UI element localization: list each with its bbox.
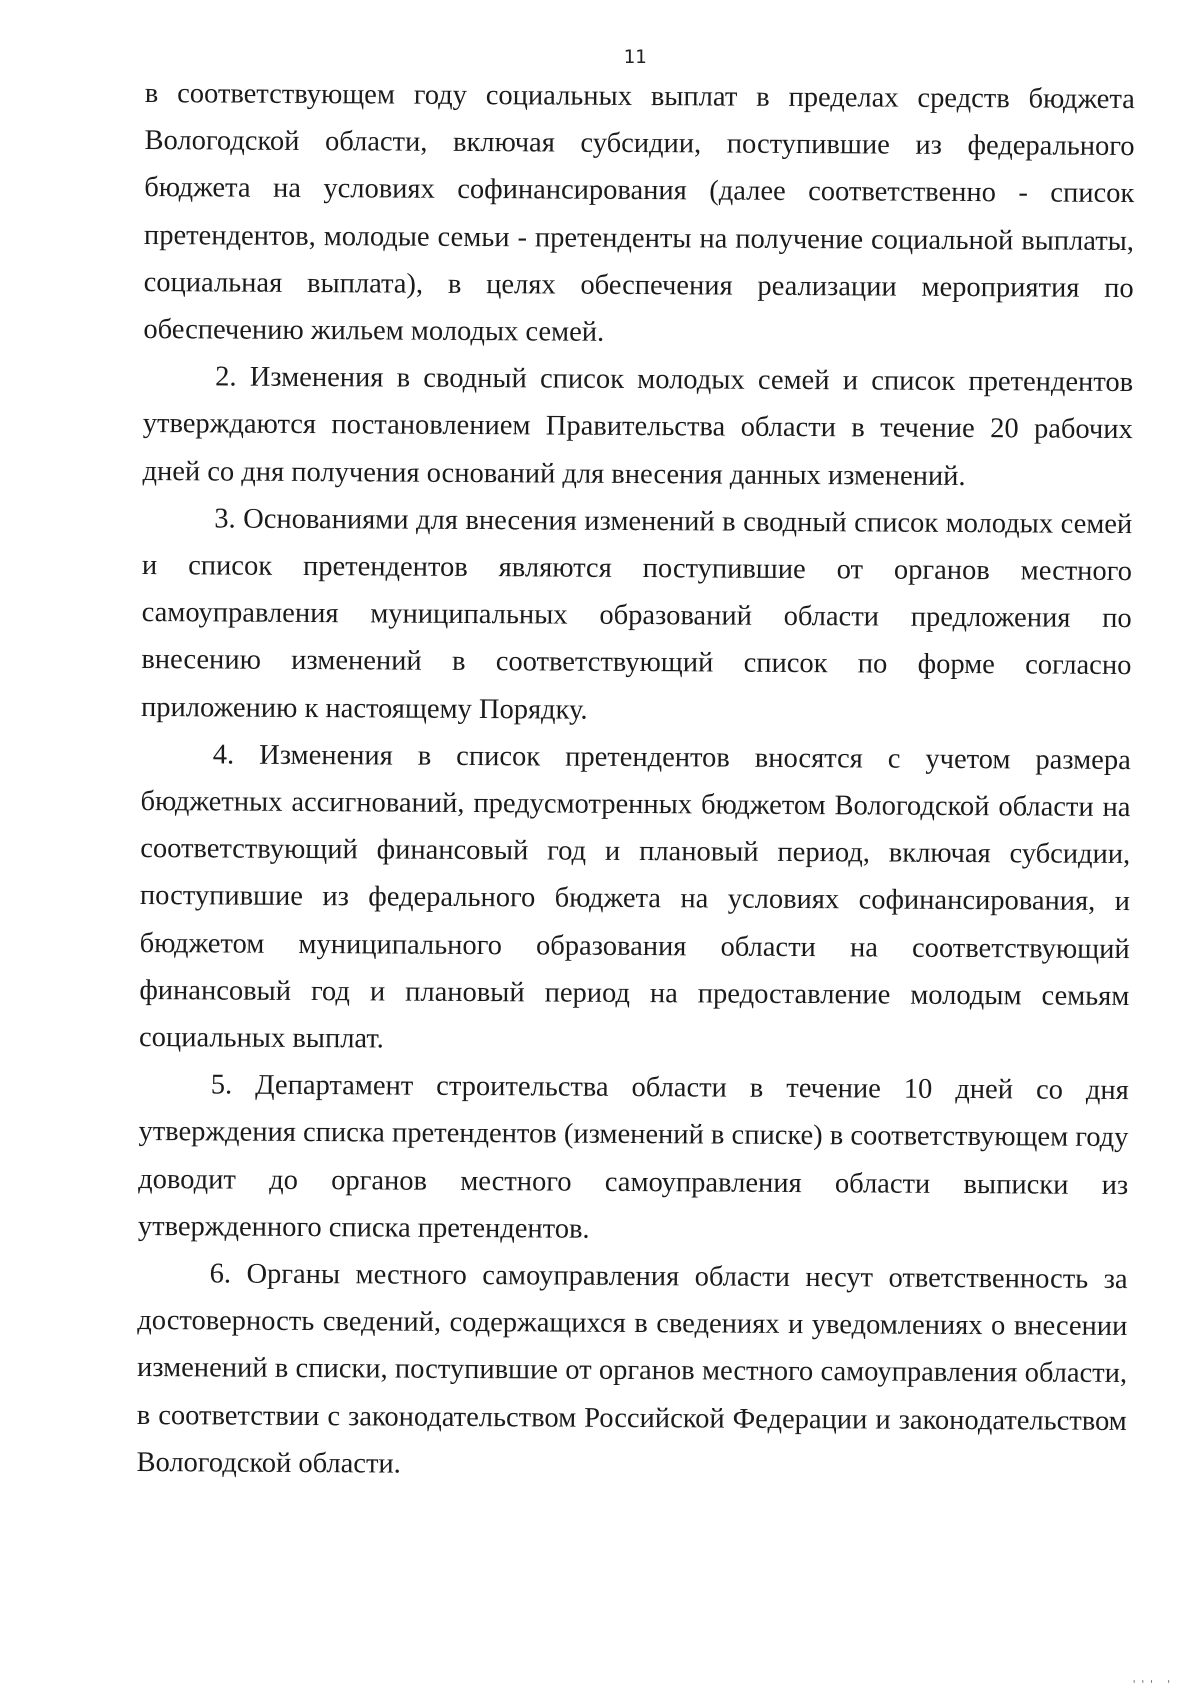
page-number: 11	[623, 46, 647, 68]
paragraph-4: 4. Изменения в список претендентов вносятся с учетом размера бюджетных ассигнований, предусмотренных бюджетом Вологодской области на соответствующий финансовый год и плановый период, включая субсидии, поступившие из федерального бюджета на условиях софинансирования, и бюджетом муниципального образования области на соответствующий финансовый год и плановый период на предоставление молодым семьям социальных выплат.	[138, 739, 1131, 1055]
paragraph-2: 2. Изменения в сводный список молодых семей и список претендентов утверждаются постановлением Правительства области в течение 20 рабочих дней со дня получения оснований для внесения данных изменений.	[142, 361, 1134, 492]
paragraph-3: 3. Основаниями для внесения изменений в сводный список молодых семей и список претендентов являются поступившие от органов местного самоуправления муниципальных образований области предложения по внесению изменений в соответствующий список по форме согласно приложению к настоящему Порядку.	[141, 503, 1133, 726]
paragraph-continuation: в соответствующем году социальных выплат в пределах средств бюджета Вологодской области, включая субсидии, поступившие из федерального бюджета на условиях софинансирования (далее соответственно - список претендентов, молодые семьи - претенденты на получение социальной выплаты, социальная выплата), в целях обеспечения реализации мероприятия по обеспечению жильем молодых семей.	[143, 77, 1135, 348]
document-body	[136, 70, 1135, 1492]
corner-scan-mark: ''' '	[1130, 1678, 1174, 1691]
paragraph-5: 5. Департамент строительства области в течение 10 дней со дня утверждения списка претендентов (изменений в списке) в соответствующем году доводит до органов местного самоуправления области выписки из утвержденного списка претендентов.	[137, 1069, 1129, 1245]
paragraph-6: 6. Органы местного самоуправления области несут ответственность за достоверность сведений, содержащихся в сведениях и уведомлениях о внесении изменений в списки, поступившие от органов местного самоуправления области, в соответствии с законодательством Российской Федерации и законодательством Вологодской области.	[136, 1258, 1128, 1480]
